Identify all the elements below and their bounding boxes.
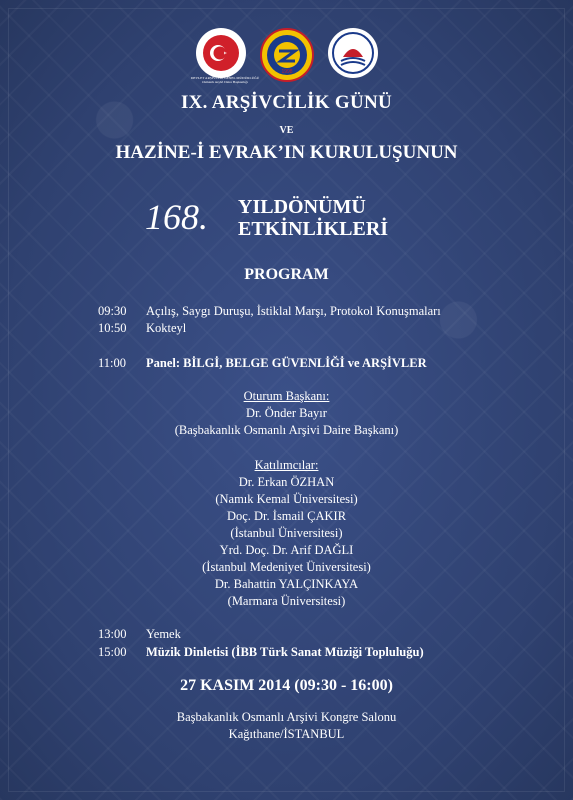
event-venue [0, 709, 573, 743]
program-heading: PROGRAM [244, 266, 329, 283]
program-item: Müzik Dinletisi (İBB Türk Sanat Müziği Topluluğu) [146, 645, 424, 659]
participant-line: Dr. Bahattin YALÇINKAYA [214, 577, 359, 591]
state-archives-logo [196, 28, 246, 78]
chair-name: Dr. Önder Bayır [246, 406, 327, 420]
logo-caption: DEVLET ARŞİVLERİ GENEL MÜDÜRLÜĞÜ Osmanlı Arşivi Daire Başkanlığı [190, 76, 260, 84]
participant-line: (İstanbul Üniversitesi) [230, 526, 343, 540]
panel-title: Panel: BİLGİ, BELGE GÜVENLİĞİ ve ARŞİVLER [146, 356, 427, 370]
participant-line: (İstanbul Medeniyet Üniversitesi) [202, 560, 371, 574]
event-date: 27 KASIM 2014 (09:30 - 16:00) [180, 677, 393, 694]
archivists-association-logo [260, 28, 314, 82]
program-time: 15:00 [98, 645, 127, 659]
panel-participants [0, 457, 573, 610]
title-yildonumu: YILDÖNÜMÜ [238, 196, 366, 218]
participant-line: Yrd. Doç. Dr. Arif DAĞLI [219, 543, 354, 557]
program-time: 11:00 [98, 356, 127, 370]
title-line-3 [238, 196, 388, 240]
participant-line: (Marmara Üniversitesi) [227, 594, 346, 608]
program-time: 10:50 [98, 321, 127, 335]
kagithane-municipality-logo [328, 28, 378, 78]
participant-line: Dr. Erkan ÖZHAN [238, 475, 335, 489]
turkish-flag-icon [199, 31, 243, 75]
venue-city: Kağıthane/İSTANBUL [228, 727, 345, 741]
panel-chair [0, 388, 573, 439]
program-time: 09:30 [98, 304, 127, 318]
chair-org: (Başbakanlık Osmanlı Arşivi Daire Başkanı) [174, 423, 399, 437]
participant-line: Doç. Dr. İsmail ÇAKIR [226, 509, 347, 523]
logo-row [0, 28, 573, 82]
program-item: Kokteyl [146, 321, 187, 335]
anniversary-number: 168. [145, 197, 208, 237]
program-item: Yemek [146, 627, 181, 641]
municipality-emblem-icon [331, 31, 375, 75]
title-ve: VE [279, 125, 294, 136]
chair-heading: Oturum Başkanı: [243, 389, 330, 403]
venue-name: Başbakanlık Osmanlı Arşivi Kongre Salonu [176, 710, 397, 724]
title-line-2: HAZİNE-İ EVRAK’IN KURULUŞUNUN [115, 142, 458, 163]
association-emblem-icon [265, 33, 309, 77]
svg-text:1998: 1998 [280, 69, 293, 75]
program-item: Açılış, Saygı Duruşu, İstiklal Marşı, Protokol Konuşmaları [146, 304, 441, 318]
participants-heading: Katılımcılar: [254, 458, 319, 472]
program-time: 13:00 [98, 627, 127, 641]
participant-line: (Namık Kemal Üniversitesi) [215, 492, 358, 506]
title-line-1: IX. ARŞİVCİLİK GÜNÜ [180, 92, 393, 113]
title-etkinlikleri: ETKİNLİKLERİ [238, 218, 389, 240]
